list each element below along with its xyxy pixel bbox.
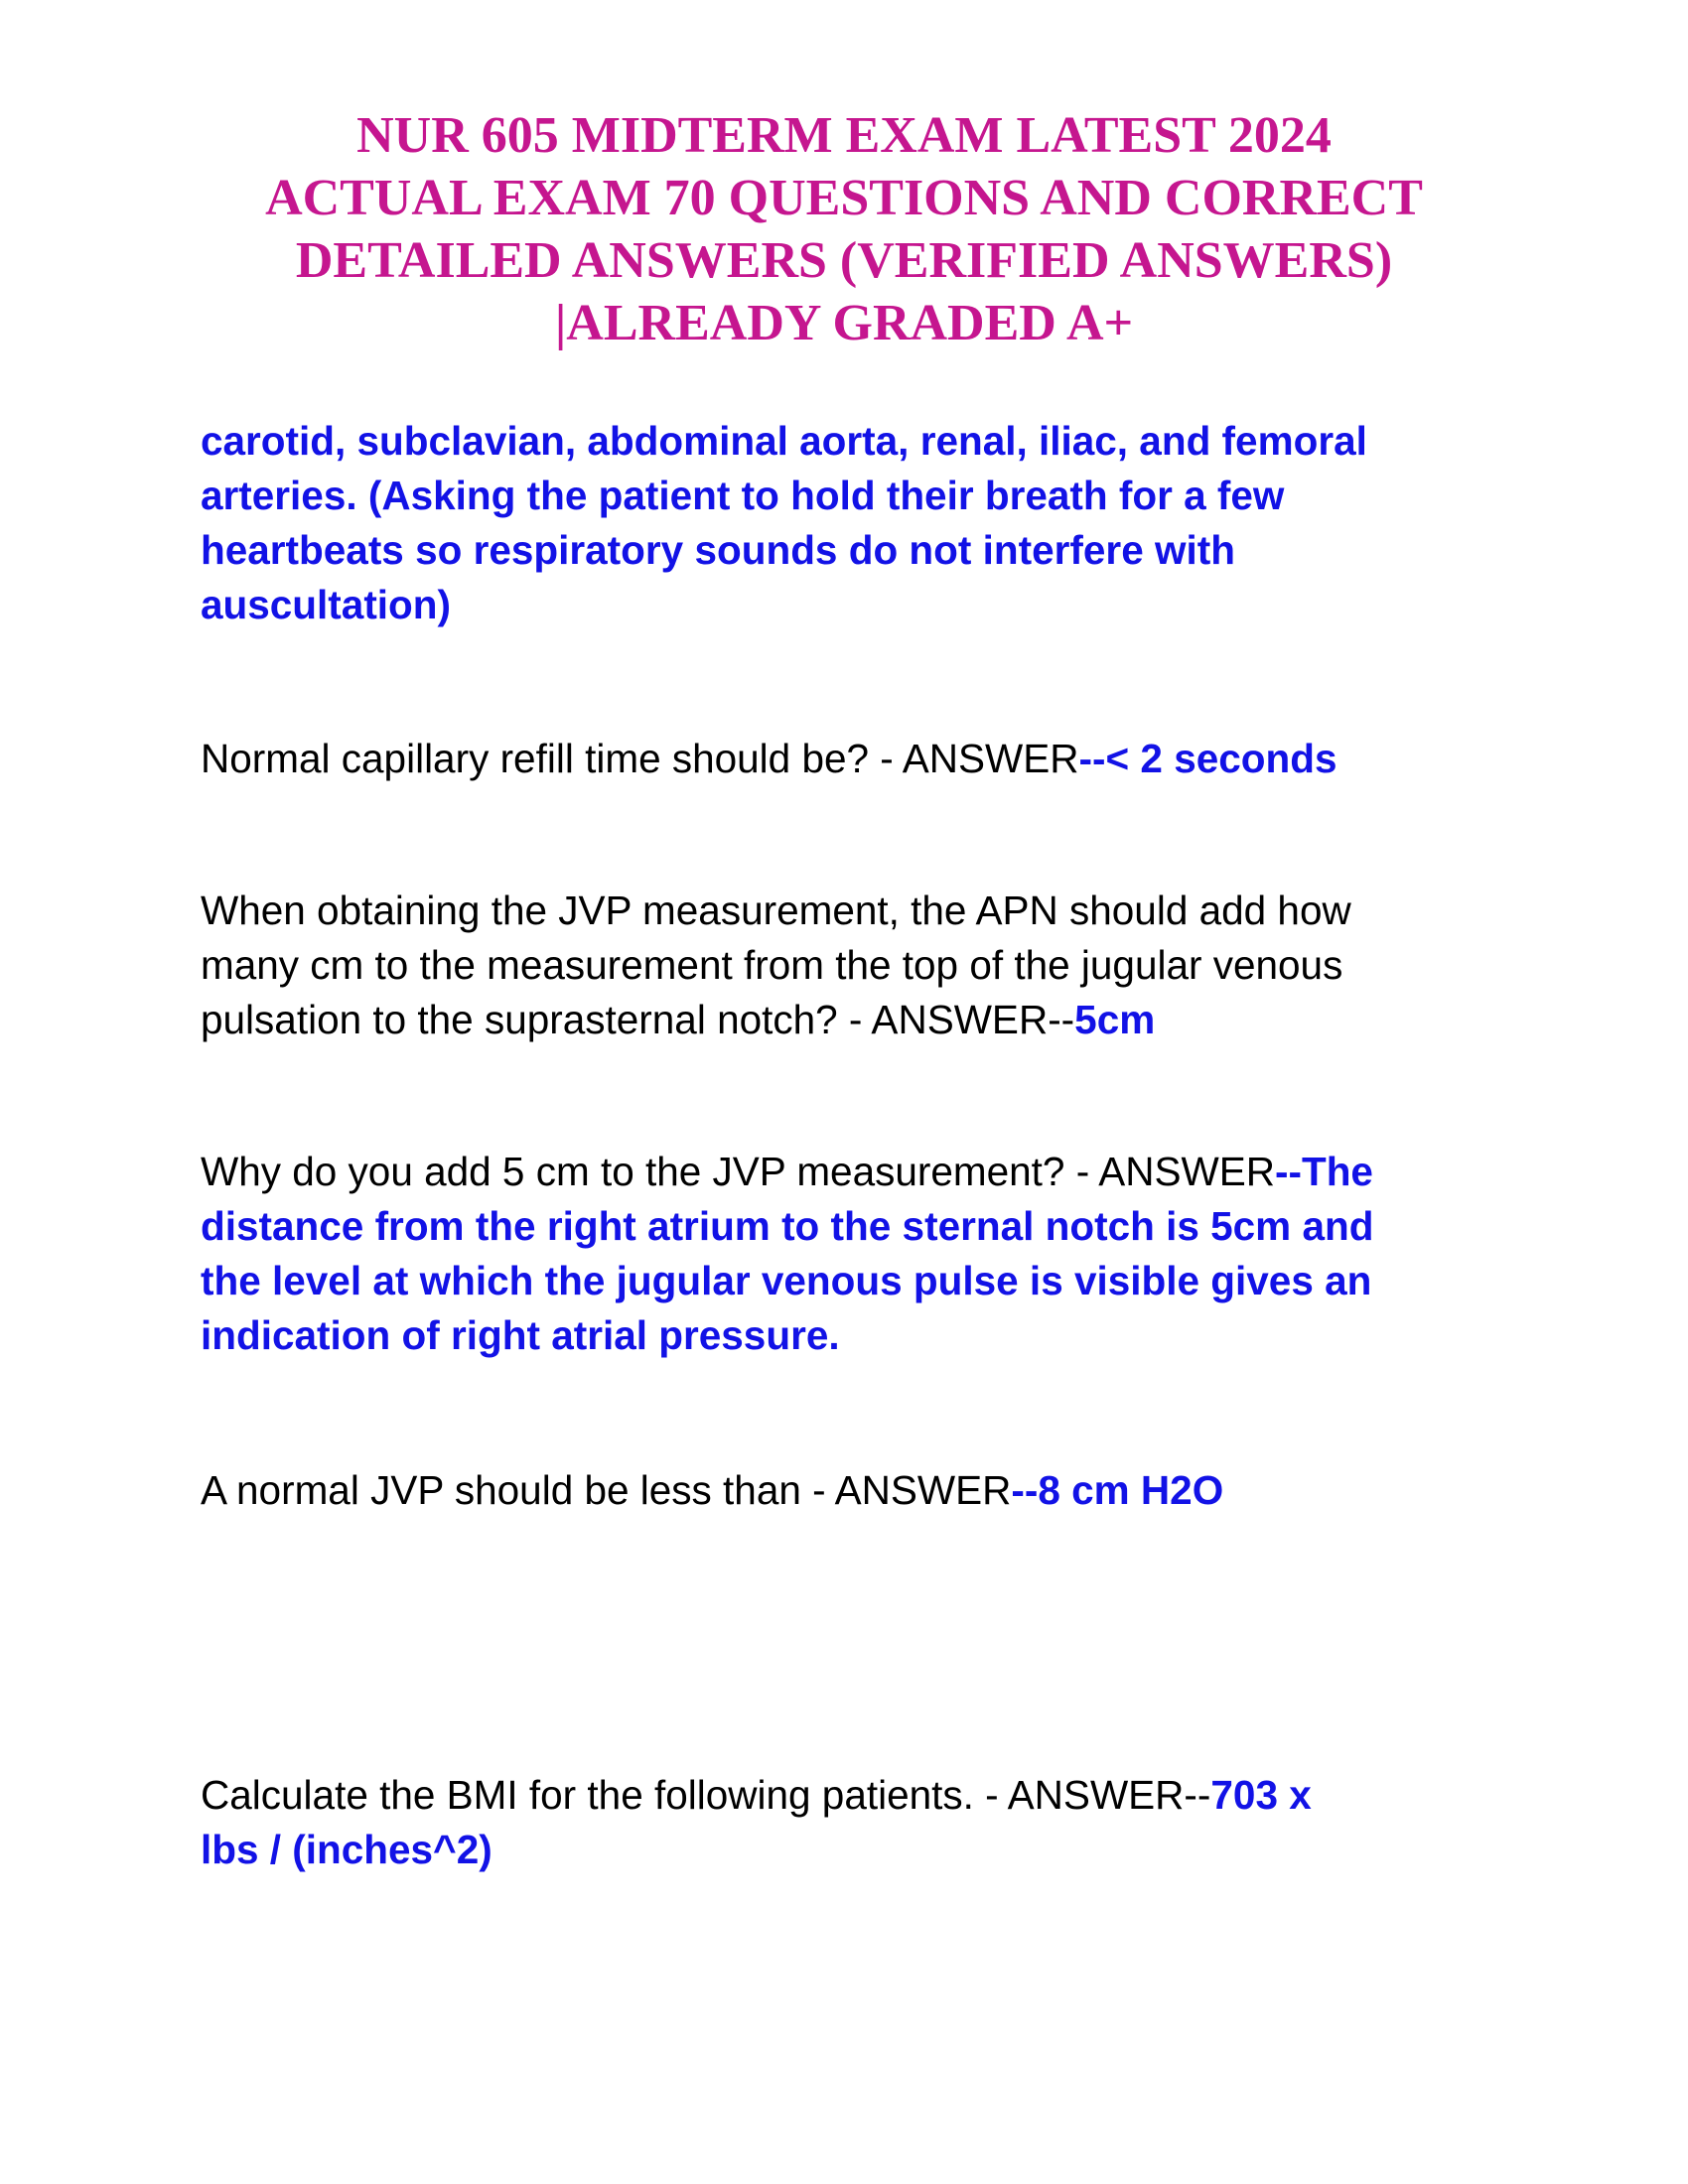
question-line: When obtaining the JVP measurement, the APN should add how xyxy=(201,887,1351,933)
qa-item xyxy=(201,1463,1521,1518)
answer-line: carotid, subclavian, abdominal aorta, renal, iliac, and femoral xyxy=(201,418,1367,464)
answer-line: auscultation) xyxy=(201,582,452,627)
answer-text: --< 2 seconds xyxy=(1078,736,1337,781)
title-line: NUR 605 MIDTERM EXAM LATEST 2024 xyxy=(356,107,1332,164)
qa-item xyxy=(201,1768,1521,1877)
answer-text: --The xyxy=(1274,1149,1373,1194)
question-text: Normal capillary refill time should be? - ANSWER xyxy=(201,736,1079,781)
qa-item xyxy=(201,732,1521,786)
answer-line: arteries. (Asking the patient to hold their breath for a few xyxy=(201,473,1285,518)
title-line: |ALREADY GRADED A+ xyxy=(554,295,1134,351)
answer-text: --8 cm H2O xyxy=(1011,1467,1224,1513)
answer-line: the level at which the jugular venous pulse is visible gives an xyxy=(201,1258,1372,1303)
question-text: A normal JVP should be less than - ANSWER xyxy=(201,1467,1012,1513)
qa-item xyxy=(201,1145,1521,1363)
answer-line: heartbeats so respiratory sounds do not interfere with xyxy=(201,527,1235,573)
question-text: Why do you add 5 cm to the JVP measurement? - ANSWER xyxy=(201,1149,1275,1194)
title-line: ACTUAL EXAM 70 QUESTIONS AND CORRECT xyxy=(265,170,1423,226)
title-line: DETAILED ANSWERS (VERIFIED ANSWERS) xyxy=(295,232,1393,289)
answer-text: 5cm xyxy=(1074,997,1156,1042)
answer-line: indication of right atrial pressure. xyxy=(201,1312,840,1358)
answer-line: lbs / (inches^2) xyxy=(201,1827,492,1872)
intro-answer xyxy=(201,414,1521,632)
answer-line: distance from the right atrium to the sternal notch is 5cm and xyxy=(201,1203,1374,1249)
answer-text: 703 x xyxy=(1210,1772,1312,1818)
document-title xyxy=(159,104,1529,354)
question-line: pulsation to the suprasternal notch? - ANSWER-- xyxy=(201,997,1075,1042)
question-line: many cm to the measurement from the top of the jugular venous xyxy=(201,942,1343,988)
question-text: Calculate the BMI for the following patients. - ANSWER-- xyxy=(201,1772,1211,1818)
qa-item xyxy=(201,884,1521,1047)
